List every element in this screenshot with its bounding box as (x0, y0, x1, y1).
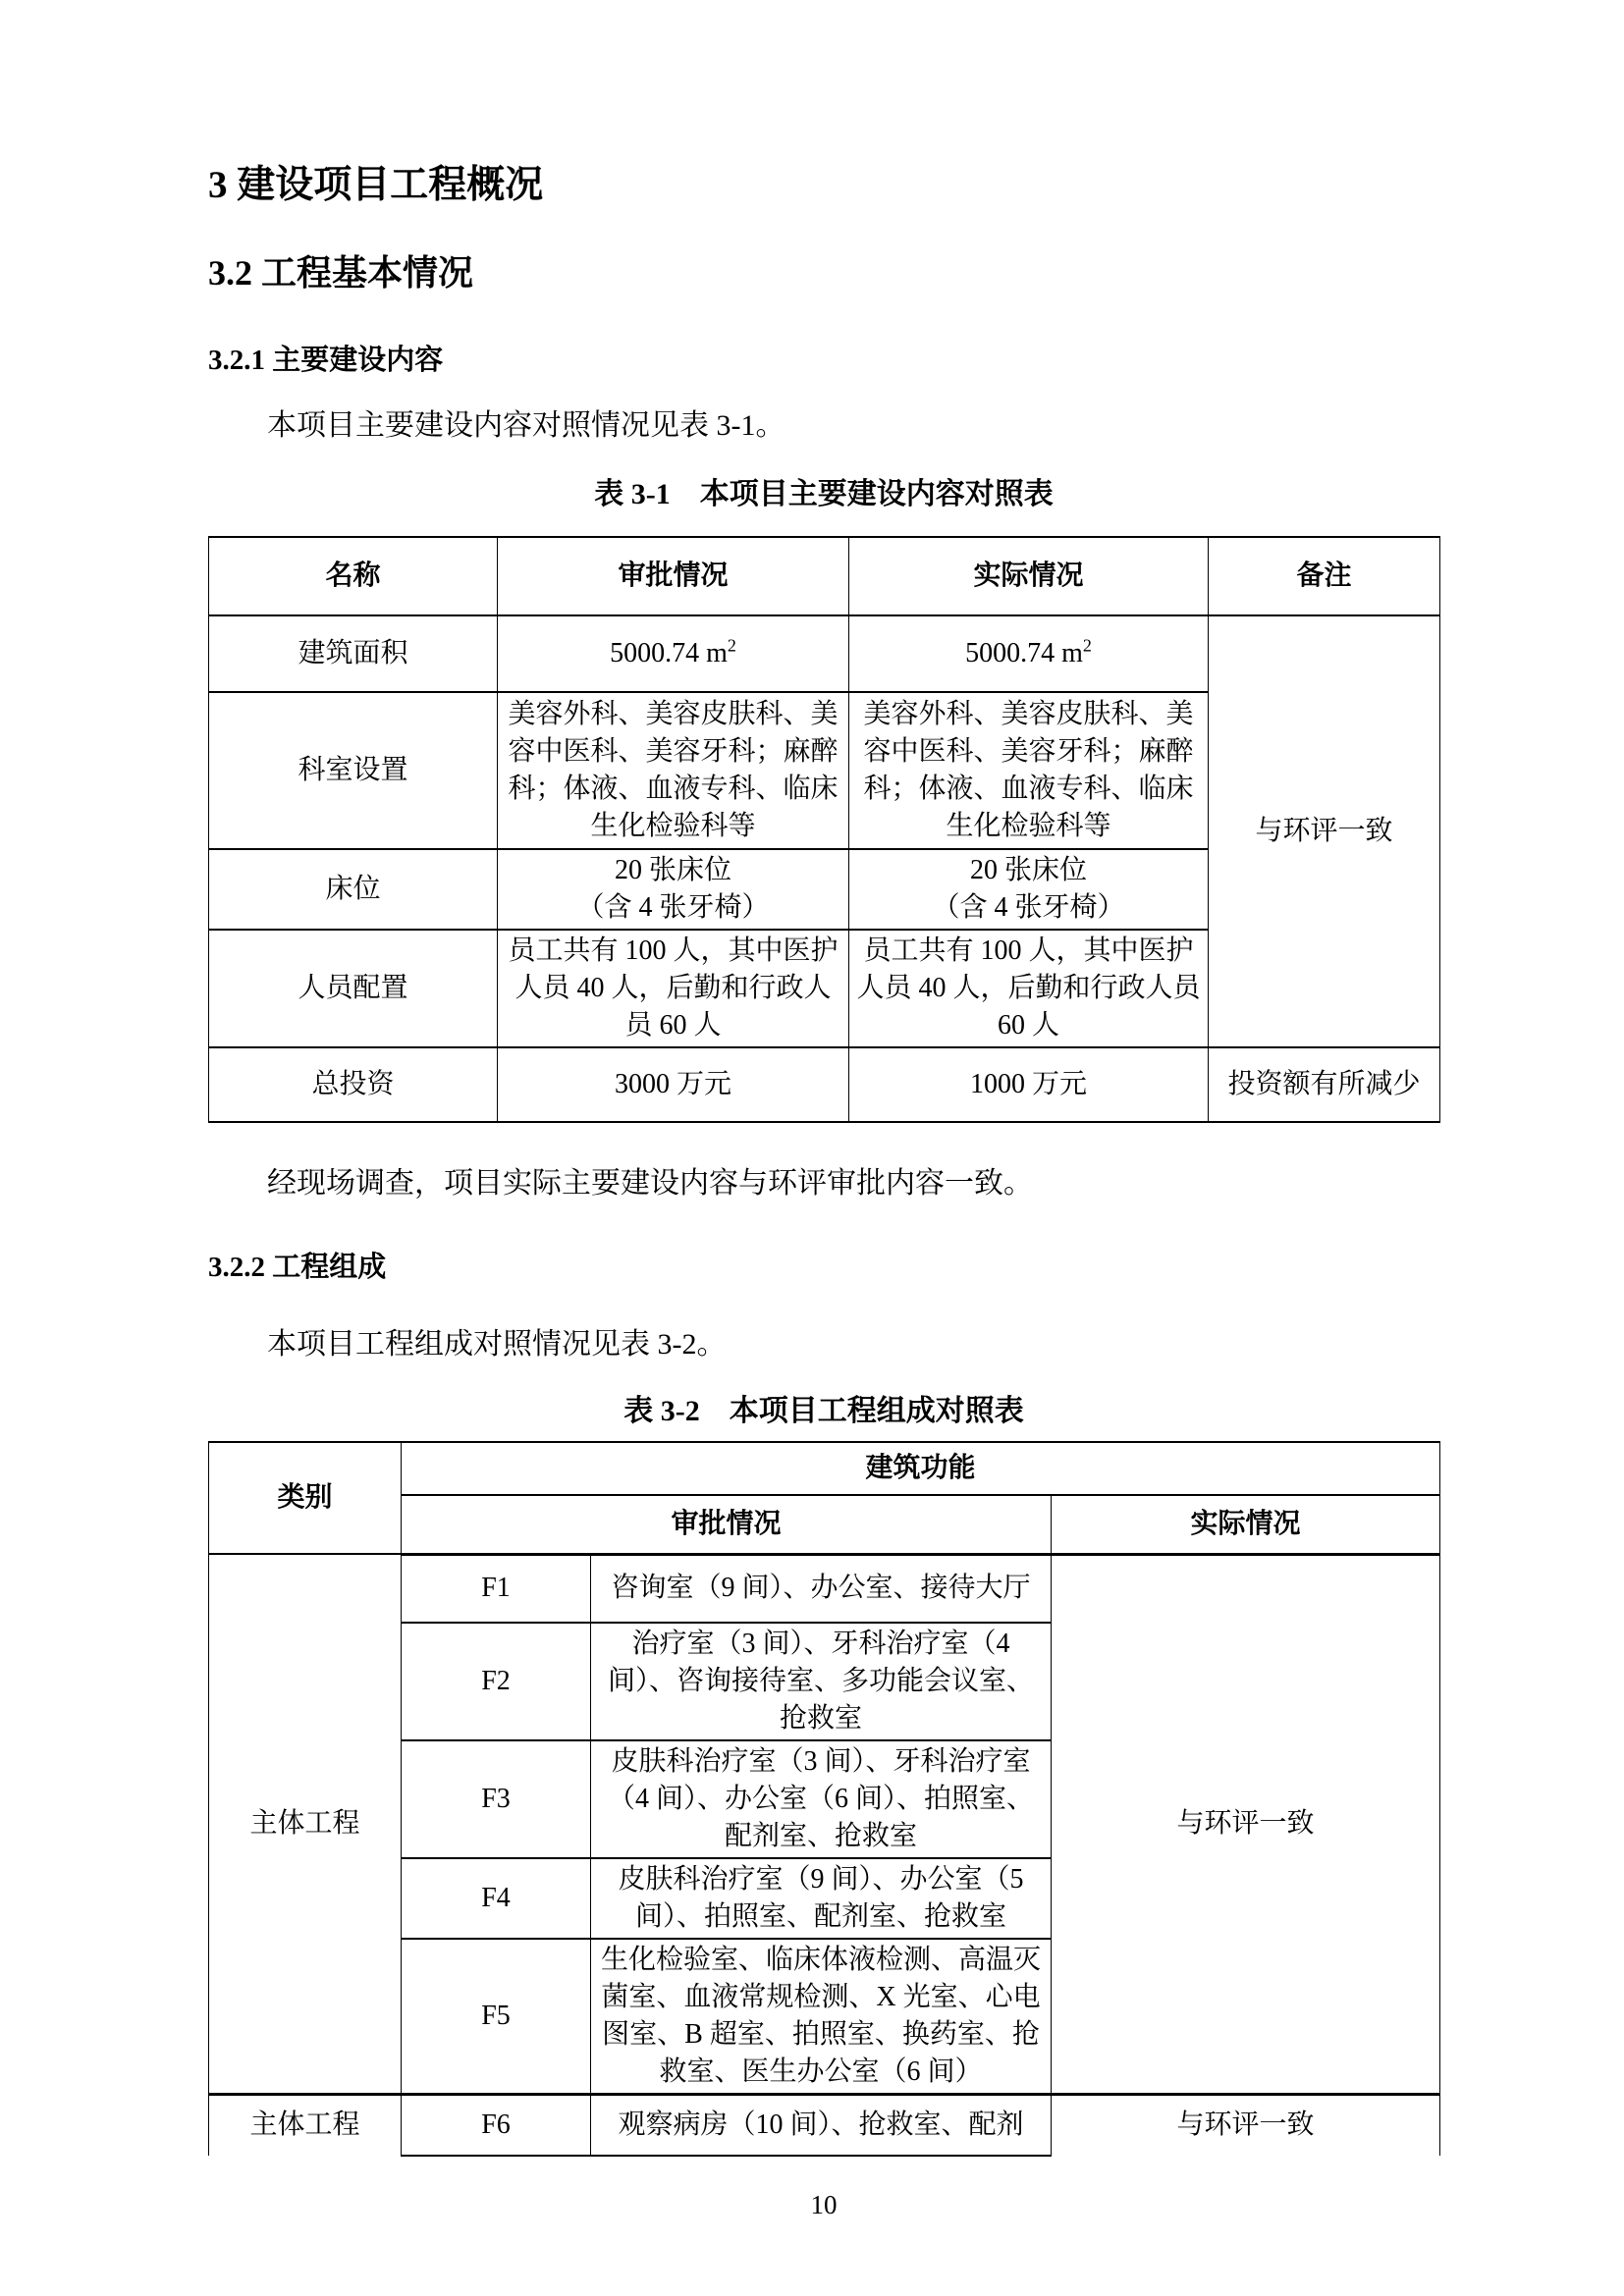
table1-header-actual: 实际情况 (849, 537, 1209, 615)
table1-header-remark: 备注 (1209, 537, 1440, 615)
table1-investment-name: 总投资 (209, 1047, 498, 1122)
table2-row-f1 (209, 1554, 1440, 1623)
table1-header-name: 名称 (209, 537, 498, 615)
table1-header-row (209, 537, 1440, 615)
table2-f1-label: F1 (402, 1554, 591, 1623)
table2-f6-label: F6 (402, 2095, 591, 2156)
table1-investment-approved: 3000 万元 (498, 1047, 849, 1122)
table2-f3-label: F3 (402, 1740, 591, 1858)
subsection-heading-321: 3.2.1 主要建设内容 (208, 345, 444, 376)
table1-area-name: 建筑面积 (209, 615, 498, 692)
table1-area-approved: 5000.74 $m^2$ (498, 615, 849, 692)
table1-investment-actual: 1000 万元 (849, 1047, 1209, 1122)
chapter-heading: 3 建设项目工程概况 (208, 164, 544, 206)
table2-title: 表 3-2 本项目工程组成对照表 (623, 1395, 1024, 1427)
table2-header-actual: 实际情况 (1052, 1495, 1440, 1554)
table1-title: 表 3-1 本项目主要建设内容对照表 (594, 478, 1054, 510)
table2-f2-label: F2 (402, 1623, 591, 1740)
subsection-heading-322: 3.2.2 工程组成 (208, 1252, 387, 1283)
table2-f2-desc: 治疗室（3 间）、牙科治疗室（4 间）、咨询接待室、多功能会议室、抢救室 (591, 1623, 1052, 1740)
table1-staff-approved: 员工共有 100 人，其中医护人员 40 人，后勤和行政人员 60 人 (498, 930, 849, 1047)
table1-row-area (209, 615, 1440, 692)
page-content (208, 0, 1439, 2221)
table1-beds-approved: 20 张床位 （含 4 张牙椅） (498, 849, 849, 930)
table1-departments-name: 科室设置 (209, 692, 498, 849)
table1-departments-actual: 美容外科、美容皮肤科、美容中医科、美容牙科；麻醉科；体液、血液专科、临床生化检验科等 (849, 692, 1209, 849)
table1-departments-approved: 美容外科、美容皮肤科、美容中医科、美容牙科；麻醉科；体液、血液专科、临床生化检验科等 (498, 692, 849, 849)
table1-staff-actual: 员工共有 100 人，其中医护人员 40 人，后勤和行政人员 60 人 (849, 930, 1209, 1047)
table2-f5-desc: 生化检验室、临床体液检测、高温灭菌室、血液常规检测、X 光室、心电图室、B 超室、拍照室、换药室、抢救室、医生办公室（6 间） (591, 1939, 1052, 2095)
table2-remark-group2: 与环评一致 (1052, 2095, 1440, 2156)
table2-header-category: 类别 (209, 1442, 402, 1554)
table2-category-group2: 主体工程 (209, 2095, 402, 2156)
section-heading: 3.2 工程基本情况 (208, 253, 474, 293)
table1-beds-name: 床位 (209, 849, 498, 930)
table2-header-function: 建筑功能 (402, 1442, 1440, 1495)
table2-project-composition (208, 1441, 1440, 2157)
intro-paragraph-table2: 本项目工程组成对照情况见表 3-2。 (267, 1328, 727, 1361)
table2-header-row1 (209, 1442, 1440, 1495)
table2-header-approved: 审批情况 (402, 1495, 1052, 1554)
table1-beds-actual: 20 张床位 （含 4 张牙椅） (849, 849, 1209, 930)
table2-category-group1: 主体工程 (209, 1554, 402, 2095)
page-number: 10 (810, 2189, 838, 2219)
table1-row-investment (209, 1047, 1440, 1122)
table1-remark-merged: 与环评一致 (1209, 615, 1440, 1047)
table2-f4-desc: 皮肤科治疗室（9 间）、办公室（5 间）、拍照室、配剂室、抢救室 (591, 1858, 1052, 1939)
table2-f5-label: F5 (402, 1939, 591, 2095)
table1-staff-name: 人员配置 (209, 930, 498, 1047)
intro-paragraph-table1: 本项目主要建设内容对照情况见表 3-1。 (267, 409, 785, 442)
table2-f4-label: F4 (402, 1858, 591, 1939)
conclusion-paragraph: 经现场调查，项目实际主要建设内容与环评审批内容一致。 (267, 1167, 1033, 1200)
table2-row-f6 (209, 2095, 1440, 2156)
table1-area-actual: 5000.74 $m^2$ (849, 615, 1209, 692)
table1-investment-remark: 投资额有所减少 (1209, 1047, 1440, 1122)
table2-f3-desc: 皮肤科治疗室（3 间）、牙科治疗室（4 间）、办公室（6 间）、拍照室、配剂室、抢救室 (591, 1740, 1052, 1858)
table1-main-construction (208, 536, 1440, 1123)
table2-remark-group1: 与环评一致 (1052, 1554, 1440, 2095)
table1-header-approved: 审批情况 (498, 537, 849, 615)
table2-f6-desc: 观察病房（10 间）、抢救室、配剂 (591, 2095, 1052, 2156)
table2-f1-desc: 咨询室（9 间）、办公室、接待大厅 (591, 1554, 1052, 1623)
